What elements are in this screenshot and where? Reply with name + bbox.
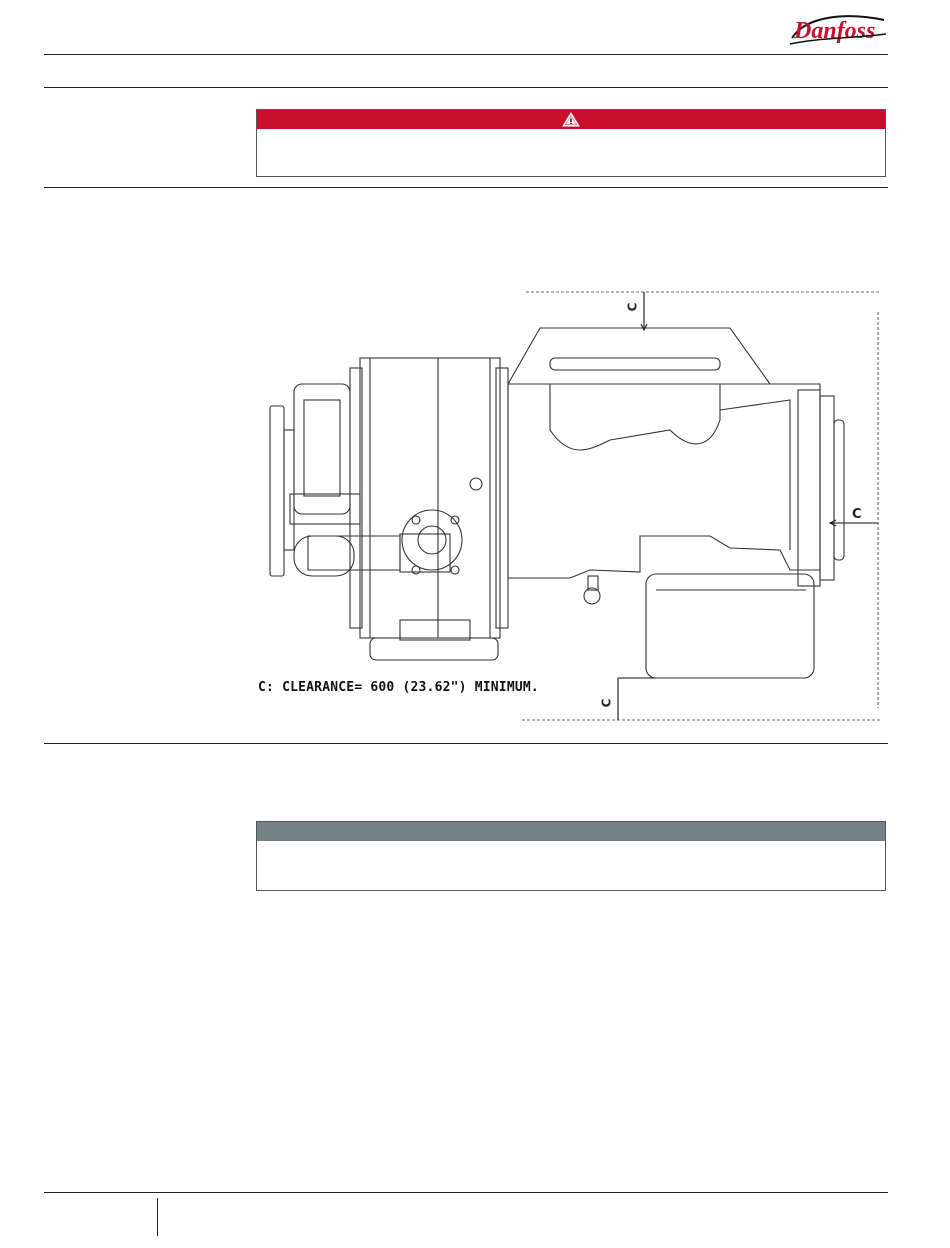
footer-rule [44, 1192, 888, 1193]
header-rule [44, 54, 888, 55]
section-rule-3 [44, 743, 888, 744]
warning-header [257, 110, 885, 129]
section-rule-1 [44, 87, 888, 88]
warning-box [256, 109, 886, 177]
svg-text:Danfoss: Danfoss [794, 18, 876, 44]
compressor-clearance-drawing [250, 280, 890, 730]
clearance-label-right: C [852, 507, 862, 522]
clearance-label-top: C [625, 302, 640, 312]
note-header [257, 822, 885, 841]
note-box [256, 821, 886, 891]
warning-triangle-icon [562, 112, 580, 127]
clearance-label-bottom: C [599, 698, 614, 708]
footer-divider [157, 1198, 158, 1236]
clearance-note: C: CLEARANCE= 600 (23.62") MINIMUM. [258, 680, 539, 695]
section-rule-2 [44, 187, 888, 188]
danfoss-logo [786, 8, 890, 48]
